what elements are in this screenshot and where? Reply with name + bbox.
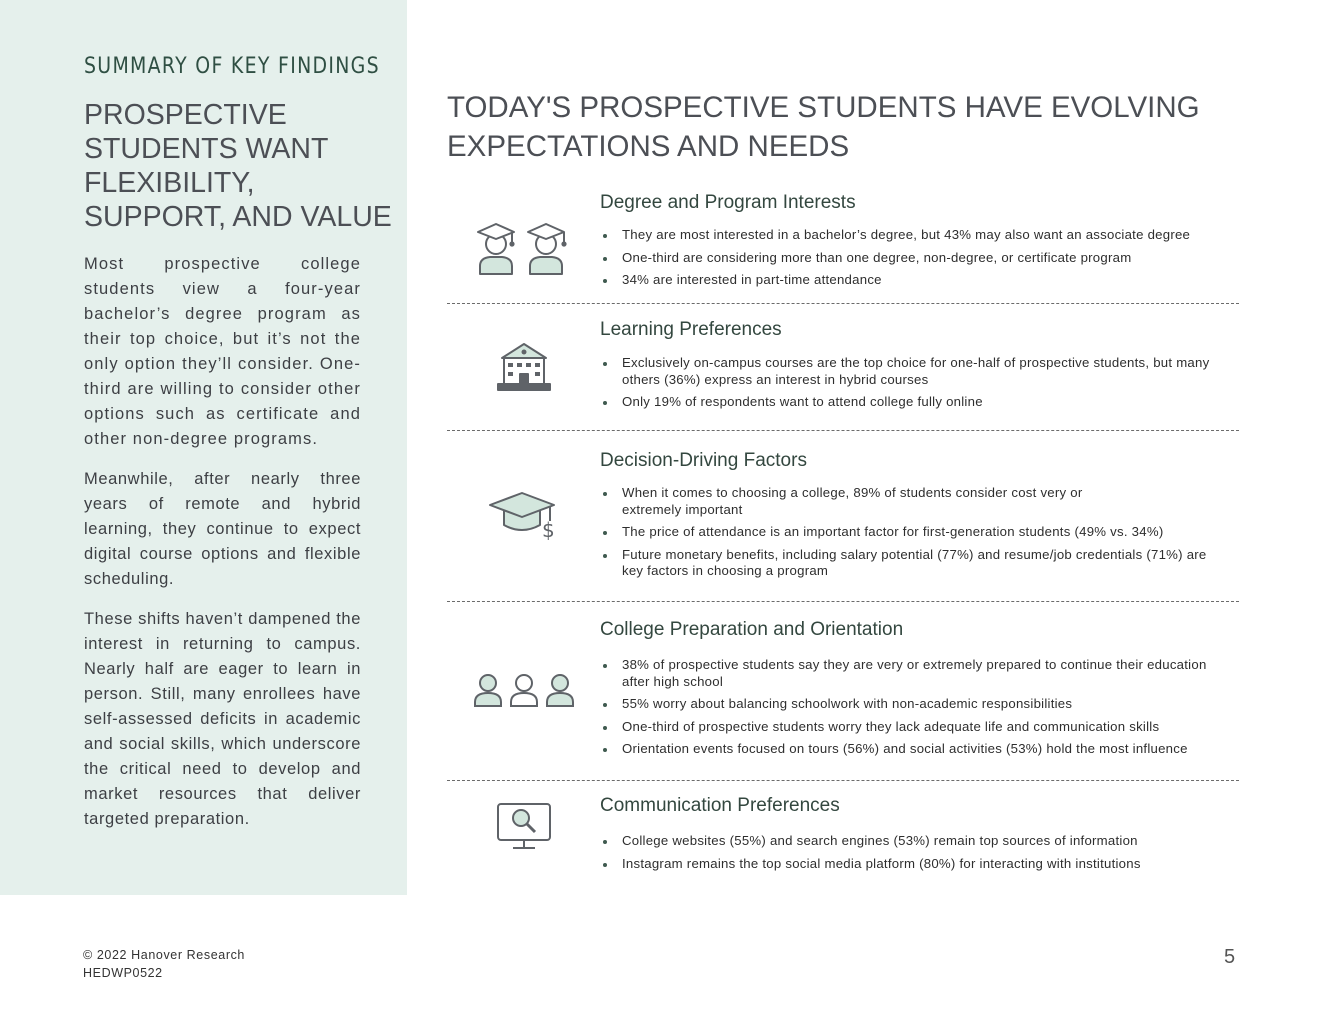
list-item: 38% of prospective students say they are very or extremely prepared to continue their education after high school bbox=[600, 657, 1230, 690]
list-item: 34% are interested in part-time attendance bbox=[600, 272, 1230, 289]
list-item: Future monetary benefits, including salary potential (77%) and resume/job credentials (71%) are key factors in choosing a program bbox=[600, 547, 1230, 580]
sidebar-paragraph: These shifts haven’t dampened the interest in returning to campus. Nearly half are eager to learn in person. Still, many enrollees have self-assessed deficits in academic and social skills, which underscore the critical need to develop and market resources that deliver targeted preparation. bbox=[84, 610, 361, 828]
monitor-search-icon bbox=[472, 801, 576, 853]
sidebar-paragraph: Most prospective college students view a four-year bachelor’s degree program as their top choice, but it’s not the only option they’ll consider. One-third are willing to consider other options such as certificate and other non-degree programs. bbox=[84, 255, 361, 448]
section-decision-factors bbox=[447, 431, 1239, 602]
bullet-list bbox=[600, 833, 1230, 878]
campus-building-icon bbox=[472, 340, 576, 394]
section-title: Communication Preferences bbox=[600, 795, 840, 816]
section-learning-preferences bbox=[447, 304, 1239, 431]
list-item: Only 19% of respondents want to attend college fully online bbox=[600, 394, 1230, 411]
list-item: Exclusively on-campus courses are the top choice for one-half of prospective students, but many others (36%) express an interest in hybrid courses bbox=[600, 355, 1230, 388]
list-item: 55% worry about balancing schoolwork with non-academic responsibilities bbox=[600, 696, 1230, 713]
section-title: Learning Preferences bbox=[600, 319, 782, 340]
page-title: TODAY'S PROSPECTIVE STUDENTS HAVE EVOLVING EXPECTATIONS AND NEEDS bbox=[447, 91, 1200, 163]
sidebar-body bbox=[84, 252, 361, 847]
section-degree-program bbox=[447, 186, 1239, 304]
list-item: Instagram remains the top social media platform (80%) for interacting with institutions bbox=[600, 856, 1230, 873]
bullet-list bbox=[600, 227, 1230, 295]
list-item: College websites (55%) and search engines (53%) remain top sources of information bbox=[600, 833, 1230, 850]
list-item: They are most interested in a bachelor’s degree, but 43% may also want an associate degree bbox=[600, 227, 1230, 244]
list-item: Orientation events focused on tours (56%) and social activities (53%) hold the most influence bbox=[600, 741, 1230, 758]
sidebar-eyebrow: SUMMARY OF KEY FINDINGS bbox=[84, 54, 380, 79]
section-title: College Preparation and Orientation bbox=[600, 619, 904, 640]
list-item: One-third of prospective students worry they lack adequate life and communication skills bbox=[600, 719, 1230, 736]
summary-sidebar bbox=[0, 0, 407, 895]
list-item: One-third are considering more than one degree, non-degree, or certificate program bbox=[600, 250, 1230, 267]
bullet-list bbox=[600, 485, 1207, 586]
list-item: The price of attendance is an important factor for first-generation students (49% vs. 34%) bbox=[600, 524, 1230, 541]
bullet-list bbox=[600, 355, 1230, 417]
section-college-preparation bbox=[447, 602, 1239, 781]
sidebar-title: PROSPECTIVE STUDENTS WANT FLEXIBILITY, SUPPORT, AND VALUE bbox=[84, 99, 392, 233]
copyright-text: © 2022 Hanover Research bbox=[83, 948, 245, 962]
graduation-cap-dollar-icon bbox=[472, 491, 576, 541]
section-title: Degree and Program Interests bbox=[600, 192, 856, 213]
group-people-icon bbox=[472, 672, 576, 710]
sidebar-paragraph: Meanwhile, after nearly three years of remote and hybrid learning, they continue to expect digital course options and flexible scheduling. bbox=[84, 470, 361, 588]
svg-text:$: $ bbox=[542, 518, 555, 541]
bullet-list bbox=[600, 657, 1230, 764]
footer-copyright bbox=[83, 946, 245, 982]
list-item: When it comes to choosing a college, 89% of students consider cost very or extremely important bbox=[600, 485, 1120, 518]
graduates-icon bbox=[472, 220, 576, 278]
section-title: Decision-Driving Factors bbox=[600, 450, 807, 471]
section-communication-preferences bbox=[447, 781, 1239, 891]
page-number: 5 bbox=[1224, 946, 1236, 968]
document-code: HEDWP0522 bbox=[83, 966, 163, 980]
